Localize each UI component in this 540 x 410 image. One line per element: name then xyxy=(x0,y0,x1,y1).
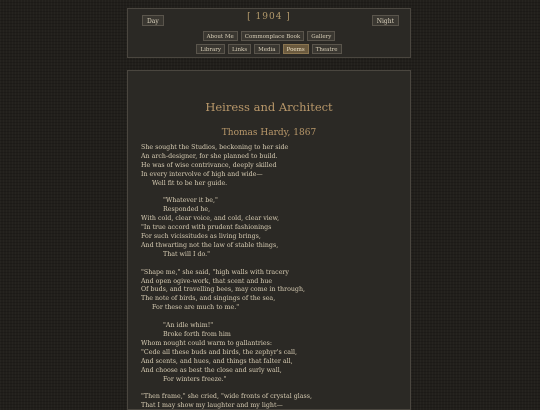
poem-line: Of buds, and travelling bees, may come in through, xyxy=(141,286,306,294)
poem-line: And choose as best the close and surly wall, xyxy=(141,366,282,374)
poem-stanza xyxy=(141,269,403,314)
nav-commonplace-book[interactable]: Commonplace Book xyxy=(241,31,304,41)
nav-library[interactable]: Library xyxy=(196,44,225,54)
nav-poems[interactable]: Poems xyxy=(283,44,309,54)
night-mode-button[interactable]: Night xyxy=(372,15,399,26)
poem-line: For such vicissitudes as living brings, xyxy=(141,233,261,241)
poem-line: With cold, clear voice, and cold, clear view, xyxy=(141,215,280,223)
poem-line: He was of wise contrivance, deeply skilled xyxy=(141,161,277,169)
poem-line: "Shape me," she said, "high walls with tracery xyxy=(141,268,289,276)
site-header xyxy=(127,8,411,58)
poem-line: In every intervolve of high and wide— xyxy=(141,170,263,178)
poem-line: And thwarting not the law of stable things, xyxy=(141,241,279,249)
poem-body xyxy=(141,144,403,410)
poem-line: "An idle whim!" xyxy=(163,322,214,330)
poem-stanza xyxy=(141,322,403,384)
nav-row-secondary xyxy=(128,44,410,54)
poem-line: That I may show my laughter and my light— xyxy=(141,402,283,410)
nav-media[interactable]: Media xyxy=(254,44,279,54)
site-title[interactable]: [ 1904 ] xyxy=(247,12,291,22)
poem-line: "Then frame," she cried, "wide fronts of crystal glass, xyxy=(141,393,312,401)
day-mode-button[interactable]: Day xyxy=(142,15,164,26)
poem-line: For these are much to me." xyxy=(152,304,240,312)
nav-theatre[interactable]: Theatre xyxy=(312,44,342,54)
poem-line: And scents, and hues, and things that falter all, xyxy=(141,357,293,365)
poem-line: Broke forth from him xyxy=(163,330,231,338)
poem-line: And open ogive-work, that scent and hue xyxy=(141,277,273,285)
poem-line: For winters freeze." xyxy=(163,375,227,383)
poem-line: The note of birds, and singings of the sea, xyxy=(141,295,276,303)
nav-row-primary xyxy=(128,31,410,41)
nav-gallery[interactable]: Gallery xyxy=(307,31,335,41)
nav-about-me[interactable]: About Me xyxy=(203,31,238,41)
poem-line: Responded he, xyxy=(163,206,211,214)
nav-links[interactable]: Links xyxy=(228,44,251,54)
poem-stanza xyxy=(141,393,403,410)
poem-title: Heiress and Architect xyxy=(205,100,333,114)
poem-stanza xyxy=(141,197,403,259)
poem-line: She sought the Studios, beckoning to her side xyxy=(141,144,289,151)
poem-stanza xyxy=(141,144,403,189)
poem-line: An arch-designer, for she planned to build. xyxy=(141,152,278,160)
poem-line: Well fit to be her guide. xyxy=(152,179,228,187)
poem-line: That will I do." xyxy=(163,250,211,258)
poem-line: "Cede all these buds and birds, the zephyr's call, xyxy=(141,348,298,356)
poem-line: "Whatever it be," xyxy=(163,197,218,205)
poem-panel xyxy=(127,70,411,410)
poem-author: Thomas Hardy, 1867 xyxy=(221,128,317,138)
poem-line: Whom nought could warm to gallantries: xyxy=(141,339,272,347)
poem-line: "In true accord with prudent fashionings xyxy=(141,224,272,232)
